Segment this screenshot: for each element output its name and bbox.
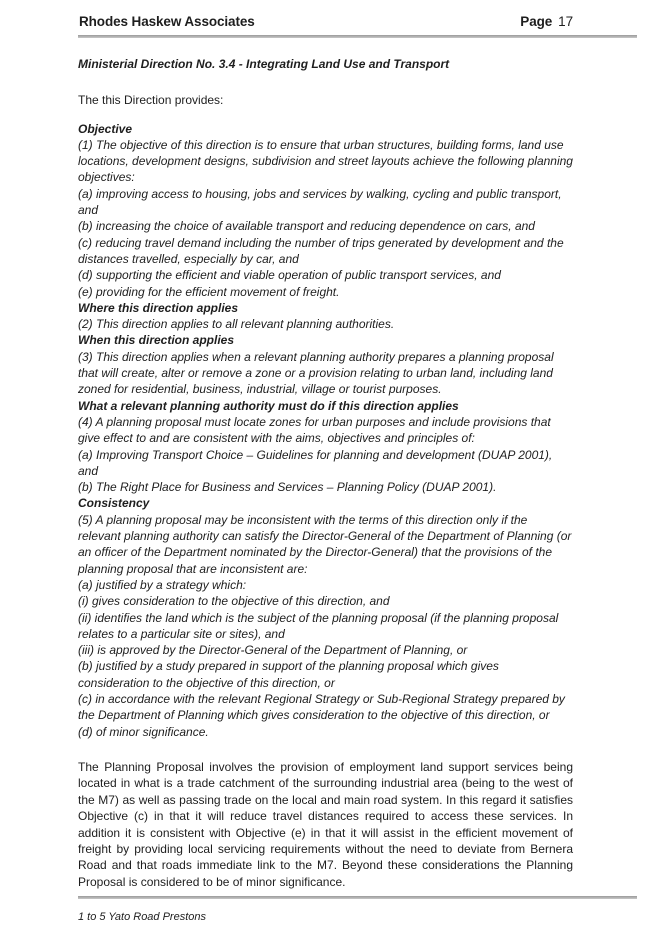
direction-line: (c) in accordance with the relevant Regional Strategy or Sub-Regional Strategy prepared by the Department of Planning which gives consideration to the objective of this direction, or — [78, 691, 565, 723]
subheading: When this direction applies — [78, 333, 235, 348]
closing-paragraph: The Planning Proposal involves the provision of employment land support services being located in what is a trade catchment of the surrounding industrial area (being to the west of the M7) as well as passing trade on the local and main road system. In this regard it satisfies Objective (c) in that it will reduce travel distances required to access these services. In addition it is consistent with Objective (e) in that it will assist in the efficient movement of freight by providing local servicing requirements without the need to deviate from Bernera Road and that roads immediate link to the M7. Beyond these considerations the Planning Proposal is considered to be of minor significance. — [78, 759, 573, 889]
section-title: Ministerial Direction No. 3.4 - Integrating Land Use and Transport — [78, 57, 450, 71]
company-name: Rhodes Haskew Associates — [79, 14, 255, 29]
direction-line: (b) increasing the choice of available transport and reducing dependence on cars, and — [78, 219, 535, 234]
direction-line: (1) The objective of this direction is to ensure that urban structures, building forms, land use locations, development designs, subdivision and street layouts achieve the following planning objectives: — [78, 137, 573, 185]
direction-line: (d) of minor significance. — [78, 724, 209, 739]
page-header — [79, 12, 573, 34]
direction-line: (a) Improving Transport Choice – Guidelines for planning and development (DUAP 2001), and — [78, 447, 553, 478]
direction-line: (b) justified by a study prepared in support of the planning proposal which gives consideration to the objective of this direction, or — [78, 659, 499, 690]
subheading: Consistency — [78, 496, 150, 511]
direction-line: (b) The Right Place for Business and Services – Planning Policy (DUAP 2001). — [78, 480, 497, 495]
direction-line: (i) gives consideration to the objective of this direction, and — [78, 594, 390, 609]
intro-text: The this Direction provides: — [78, 93, 224, 108]
page-label: Page — [520, 14, 553, 29]
direction-line: (a) justified by a strategy which: — [78, 577, 247, 592]
direction-line: (ii) identifies the land which is the subject of the planning proposal (if the planning proposal relates to a particular site or sites), and — [78, 610, 559, 641]
direction-line: (4) A planning proposal must locate zones for urban purposes and include provisions that give effect to and are consistent with the aims, objectives and principles of: — [78, 414, 551, 446]
direction-line: (a) improving access to housing, jobs and services by walking, cycling and public transport, and — [78, 186, 562, 218]
page-number: 17 — [558, 14, 573, 29]
subheading: Objective — [78, 121, 133, 136]
direction-line: (2) This direction applies to all relevant planning authorities. — [78, 317, 395, 332]
direction-line: (3) This direction applies when a relevant planning authority prepares a planning proposal that will create, alter or remove a zone or a provision relating to urban land, including land zoned for residential, business, industrial, village or tourist purposes. — [78, 349, 554, 397]
page-indicator — [520, 14, 573, 29]
subheading: What a relevant planning authority must do if this direction applies — [78, 398, 459, 413]
direction-line: (e) providing for the efficient movement of freight. — [78, 284, 340, 299]
direction-line: (5) A planning proposal may be inconsistent with the terms of this direction only if the relevant planning authority can satisfy the Director-General of the Department of Planning (or an officer of the Department nominated by the Director-General) that the provisions of the planning proposal that are inconsistent are: — [78, 512, 572, 576]
header-divider — [78, 35, 637, 38]
direction-text-block — [78, 121, 573, 740]
direction-line: (iii) is approved by the Director-General of the Department of Planning, or — [78, 643, 468, 658]
direction-line: (c) reducing travel demand including the number of trips generated by development and the distances travelled, especially by car, and — [78, 235, 564, 266]
footer-address: 1 to 5 Yato Road Prestons — [78, 911, 207, 923]
footer-divider — [78, 896, 637, 899]
subheading: Where this direction applies — [78, 300, 239, 315]
document-body — [78, 56, 573, 890]
direction-line: (d) supporting the efficient and viable operation of public transport services, and — [78, 268, 501, 283]
